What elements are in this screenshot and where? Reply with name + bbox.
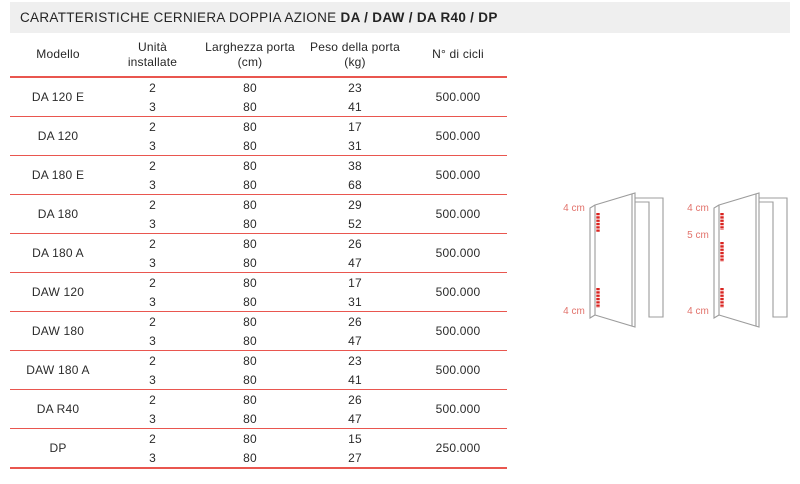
dimension-label-top: 4 cm xyxy=(687,203,709,214)
units-cell: 2 xyxy=(149,353,156,368)
units-cell: 3 xyxy=(149,177,156,192)
model-cell: DA 180 A xyxy=(32,246,84,260)
units-cell: 2 xyxy=(149,392,156,407)
table-row xyxy=(10,194,507,233)
table-row xyxy=(10,311,507,350)
units-cell: 2 xyxy=(149,119,156,134)
column-header-modello: Modello xyxy=(36,47,80,61)
model-cell: DA 180 xyxy=(37,207,79,221)
cycles-cell: 500.000 xyxy=(435,246,481,260)
width-cell: 80 xyxy=(243,431,257,446)
cycles-cell: 250.000 xyxy=(435,441,481,455)
weight-cell: 47 xyxy=(348,411,362,426)
table-row xyxy=(10,116,507,155)
table-body xyxy=(10,78,507,469)
dimension-label-top: 4 cm xyxy=(563,203,585,214)
cycles-cell: 500.000 xyxy=(435,129,481,143)
width-cell: 80 xyxy=(243,119,257,134)
units-cell: 2 xyxy=(149,158,156,173)
width-cell: 80 xyxy=(243,372,257,387)
width-cell: 80 xyxy=(243,197,257,212)
door-panel-edge xyxy=(714,205,719,318)
units-cell: 2 xyxy=(149,314,156,329)
weight-cell: 27 xyxy=(348,450,362,465)
units-cell: 3 xyxy=(149,99,156,114)
weight-cell: 29 xyxy=(348,197,362,212)
door-panel xyxy=(595,193,635,327)
width-cell: 80 xyxy=(243,177,257,192)
width-cell: 80 xyxy=(243,450,257,465)
door-frame xyxy=(759,198,787,317)
model-cell: DA 180 E xyxy=(31,168,85,182)
door-panel xyxy=(719,193,759,327)
weight-cell: 17 xyxy=(348,119,362,134)
units-cell: 3 xyxy=(149,216,156,231)
units-cell: 3 xyxy=(149,294,156,309)
model-cell: DAW 180 xyxy=(31,324,85,338)
units-cell: 2 xyxy=(149,236,156,251)
units-cell: 3 xyxy=(149,372,156,387)
weight-cell: 23 xyxy=(348,80,362,95)
weight-cell: 31 xyxy=(348,138,362,153)
title-bar xyxy=(10,2,790,33)
weight-cell: 26 xyxy=(348,236,362,251)
units-cell: 2 xyxy=(149,431,156,446)
column-header-unita-installate: Unità installate xyxy=(127,39,178,69)
page-title-models: DA / DAW / DA R40 / DP xyxy=(340,10,498,25)
width-cell: 80 xyxy=(243,138,257,153)
cycles-cell: 500.000 xyxy=(435,324,481,338)
spec-table xyxy=(10,33,507,469)
dimension-label-bottom: 4 cm xyxy=(687,306,709,317)
units-cell: 2 xyxy=(149,80,156,95)
width-cell: 80 xyxy=(243,255,257,270)
model-cell: DA 120 E xyxy=(31,90,85,104)
page-title: CARATTERISTICHE CERNIERA DOPPIA AZIONE xyxy=(20,10,341,25)
weight-cell: 41 xyxy=(348,99,362,114)
weight-cell: 17 xyxy=(348,275,362,290)
model-cell: DA R40 xyxy=(36,402,80,416)
units-cell: 3 xyxy=(149,255,156,270)
width-cell: 80 xyxy=(243,353,257,368)
cycles-cell: 500.000 xyxy=(435,90,481,104)
units-cell: 3 xyxy=(149,450,156,465)
weight-cell: 47 xyxy=(348,255,362,270)
table-row xyxy=(10,350,507,389)
weight-cell: 52 xyxy=(348,216,362,231)
cycles-cell: 500.000 xyxy=(435,207,481,221)
width-cell: 80 xyxy=(243,411,257,426)
weight-cell: 23 xyxy=(348,353,362,368)
weight-cell: 15 xyxy=(348,431,362,446)
width-cell: 80 xyxy=(243,236,257,251)
table-row xyxy=(10,155,507,194)
door-diagram-three-hinges xyxy=(681,183,796,335)
model-cell: DA 120 xyxy=(37,129,79,143)
width-cell: 80 xyxy=(243,314,257,329)
door-panel-edge xyxy=(590,205,595,318)
weight-cell: 38 xyxy=(348,158,362,173)
weight-cell: 26 xyxy=(348,314,362,329)
width-cell: 80 xyxy=(243,99,257,114)
cycles-cell: 500.000 xyxy=(435,363,481,377)
weight-cell: 26 xyxy=(348,392,362,407)
model-cell: DAW 180 A xyxy=(26,363,90,377)
table-row xyxy=(10,78,507,116)
cycles-cell: 500.000 xyxy=(435,285,481,299)
width-cell: 80 xyxy=(243,158,257,173)
units-cell: 3 xyxy=(149,138,156,153)
width-cell: 80 xyxy=(243,333,257,348)
door-frame xyxy=(635,198,663,317)
weight-cell: 47 xyxy=(348,333,362,348)
weight-cell: 68 xyxy=(348,177,362,192)
table-row xyxy=(10,389,507,428)
table-row xyxy=(10,272,507,311)
width-cell: 80 xyxy=(243,275,257,290)
dimension-label-middle: 5 cm xyxy=(687,230,709,241)
model-cell: DP xyxy=(49,441,67,455)
door-diagram-two-hinges xyxy=(557,183,672,335)
column-header-larghezza-porta: Larghezza porta (cm) xyxy=(205,39,295,69)
units-cell: 2 xyxy=(149,197,156,212)
model-cell: DAW 120 xyxy=(31,285,85,299)
column-header-peso-porta: Peso della porta (kg) xyxy=(310,39,400,69)
weight-cell: 31 xyxy=(348,294,362,309)
width-cell: 80 xyxy=(243,80,257,95)
table-header-row xyxy=(10,33,507,78)
width-cell: 80 xyxy=(243,392,257,407)
table-row xyxy=(10,233,507,272)
units-cell: 2 xyxy=(149,275,156,290)
units-cell: 3 xyxy=(149,411,156,426)
dimension-label-bottom: 4 cm xyxy=(563,306,585,317)
table-row xyxy=(10,428,507,467)
weight-cell: 41 xyxy=(348,372,362,387)
width-cell: 80 xyxy=(243,216,257,231)
units-cell: 3 xyxy=(149,333,156,348)
cycles-cell: 500.000 xyxy=(435,168,481,182)
width-cell: 80 xyxy=(243,294,257,309)
cycles-cell: 500.000 xyxy=(435,402,481,416)
column-header-cicli: N° di cicli xyxy=(432,47,484,61)
